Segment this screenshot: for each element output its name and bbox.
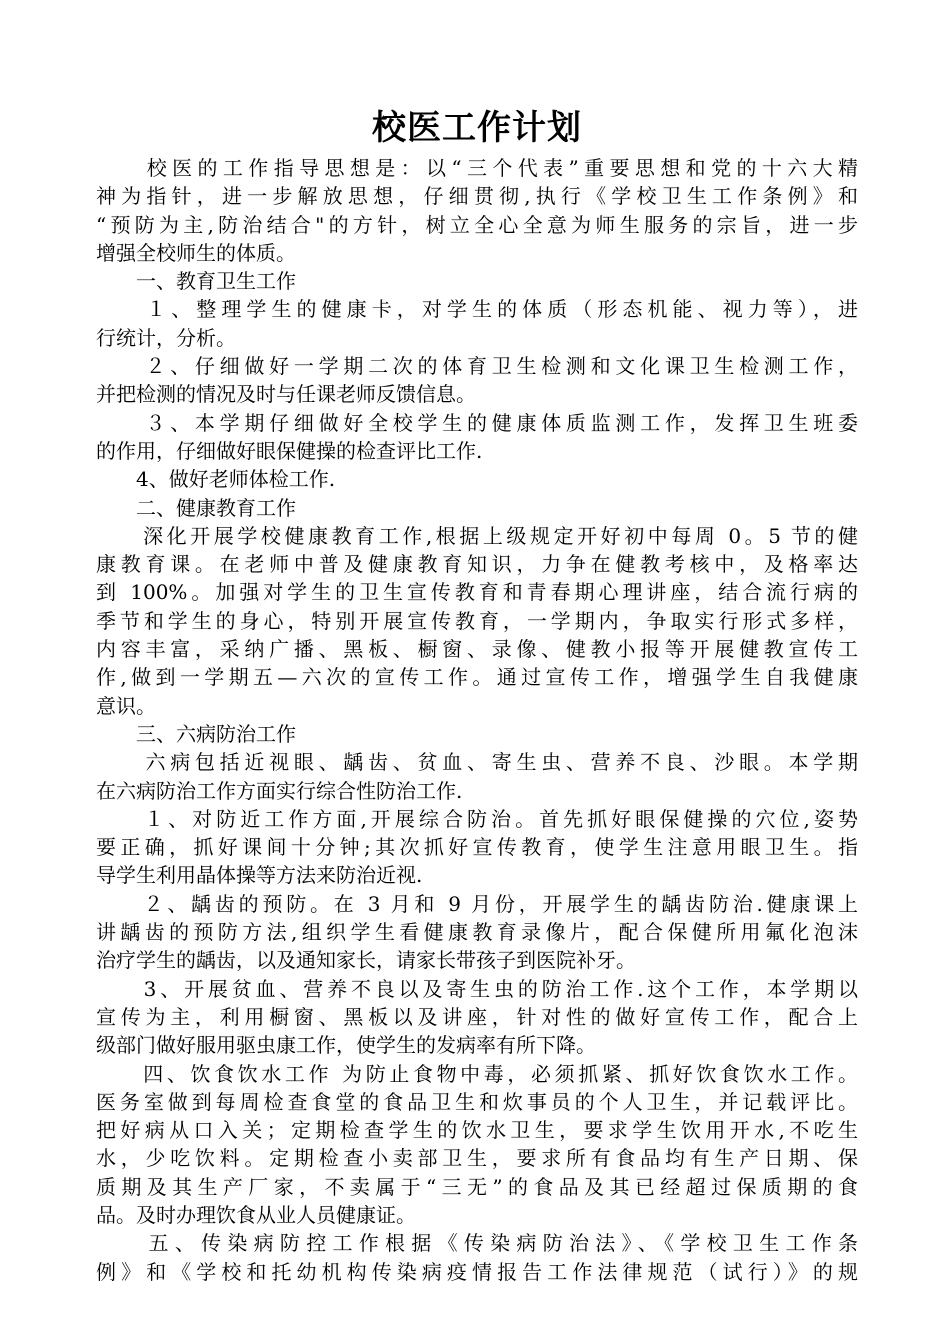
paragraph [96,154,858,267]
document-body [96,154,858,1286]
paragraph [96,465,858,493]
text-line: 品。及时办理饮食从业人员健康证。 [96,1202,416,1227]
text-line: 深化开展学校健康教育工作,根据上级规定开好初中每周 0。5 节的健 [96,523,858,548]
text-line: 水，少吃饮料。定期检查小卖部卫生，要求所有食品均有生产日期、保 [96,1146,858,1171]
paragraph [96,352,858,409]
text-line: 作,做到一学期五—六次的宣传工作。通过宣传工作，增强学生自我健康 [96,665,858,690]
text-line: 内容丰富，采纳广播、黑板、橱窗、录像、健教小报等开展健教宣传工 [96,637,858,662]
paragraph [96,1060,858,1230]
text-line: 到 100%。加强对学生的卫生宣传教育和青春期心理讲座，结合流行病的 [96,580,858,605]
text-line: 讲龋齿的预防方法,组织学生看健康教育录像片，配合保健所用氟化泡沫 [96,920,858,945]
text-line: 3、开展贫血、营养不良以及寄生虫的防治工作.这个工作，本学期以 [96,976,858,1001]
paragraph [96,890,858,975]
text-line: 级部门做好服用驱虫康工作，使学生的发病率有所下降。 [96,1033,596,1058]
text-line: 一、教育卫生工作 [96,269,296,294]
text-line: 季节和学生的身心，特别开展宣传教育，一学期内，争取实行形式多样， [96,608,858,633]
text-line: 宣传为主，利用橱窗、黑板以及讲座，针对性的做好宣传工作，配合上 [96,1004,858,1029]
text-line: 神为指针，进一步解放思想，仔细贯彻,执行《学校卫生工作条例》和 [96,184,858,209]
text-line: 治疗学生的龋齿，以及通知家长，请家长带孩子到医院补牙。 [96,948,636,973]
document-title: 校医工作计划 [372,108,582,148]
text-line: 校医的工作指导思想是：以“三个代表”重要思想和党的十六大精 [96,156,858,180]
paragraph [96,975,858,1060]
text-line: 质期及其生产厂家，不卖属于“三无”的食品及其已经超过保质期的食 [96,1174,858,1199]
paragraph [96,494,858,522]
text-line: 四、饮食饮水工作 为防止食物中毒，必须抓紧、抓好饮食饮水工作。 [96,1061,858,1086]
text-line: １、整理学生的健康卡，对学生的体质（形态机能、视力等），进 [96,297,858,322]
text-line: 六病包括近视眼、龋齿、贫血、寄生虫、营养不良、沙眼。本学期 [96,750,858,775]
text-line: 并把检测的情况及时与任课老师反馈信息。 [96,382,476,407]
paragraph [96,295,858,352]
text-line: 在六病防治工作方面实行综合性防治工作. [96,778,463,803]
paragraph [96,720,858,748]
text-line: ２、仔细做好一学期二次的体育卫生检测和文化课卫生检测工作， [96,354,858,379]
text-line: 把好病从口入关；定期检查学生的饮水卫生，要求学生饮用开水,不吃生 [96,1118,858,1143]
paragraph [96,748,858,805]
text-line: 导学生利用晶体操等方法来防治近视. [96,863,423,888]
text-line: 二、健康教育工作 [96,495,296,520]
text-line: “预防为主,防治结合"的方针，树立全心全意为师生服务的宗旨，进一步 [96,212,858,237]
paragraph [96,805,858,890]
text-line: 康教育课。在老师中普及健康教育知识，力争在健教考核中，及格率达 [96,552,858,577]
text-line: ２、龋齿的预防。在 3 月和 9 月份，开展学生的龋齿防治.健康课上 [96,891,858,916]
text-line: 三、六病防治工作 [96,721,296,746]
text-line: 4、做好老师体检工作. [96,467,336,492]
paragraph [96,1229,858,1286]
text-line: 例》和《学校和托幼机构传染病疫情报告工作法律规范（试行）》的规 [96,1259,858,1284]
text-line: １、对防近工作方面,开展综合防治。首先抓好眼保健操的穴位,姿势 [96,806,858,831]
text-line: 的作用，仔细做好眼保健操的检查评比工作. [96,438,483,463]
text-line: 五、传染病防控工作根据《传染病防治法》、《学校卫生工作条 [96,1231,858,1256]
text-line: 行统计，分析。 [96,325,236,350]
paragraph [96,267,858,295]
document-page [96,104,858,1286]
text-line: 医务室做到每周检查食堂的食品卫生和炊事员的个人卫生，并记载评比。 [96,1089,858,1114]
paragraph [96,409,858,466]
text-line: 要正确，抓好课间十分钟;其次抓好宣传教育，使学生注意用眼卫生。指 [96,835,858,860]
text-line: 增强全校师生的体质。 [96,240,296,265]
text-line: ３、本学期仔细做好全校学生的健康体质监测工作，发挥卫生班委 [96,410,858,435]
paragraph [96,522,858,720]
text-line: 意识。 [96,693,156,718]
